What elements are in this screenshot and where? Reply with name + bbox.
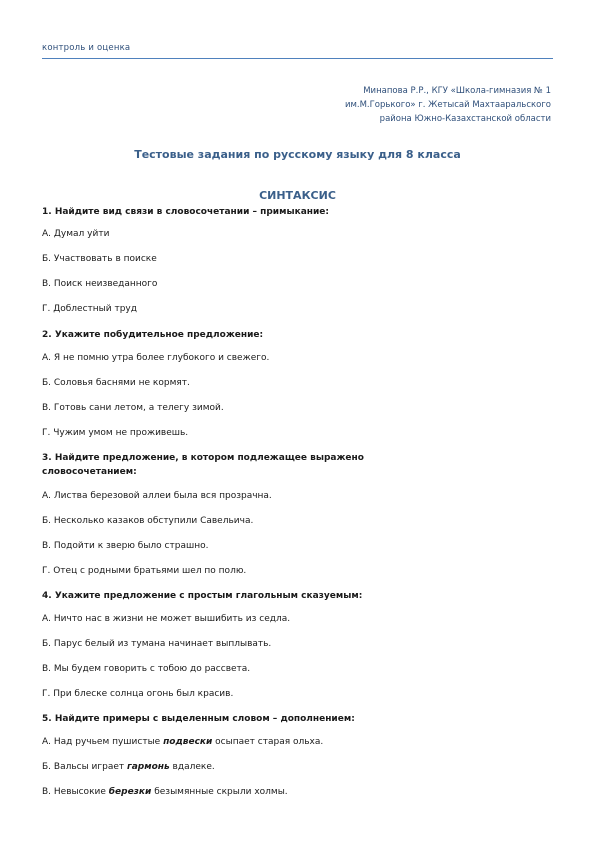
option: Б. Участвовать в поиске [42, 254, 157, 264]
option: Г. Отец с родными братьями шел по полю. [42, 566, 247, 576]
author-block [231, 84, 551, 126]
option-text: В. Невысокие [42, 787, 109, 797]
option-text: Б. Вальсы играет [42, 762, 128, 772]
author-line: им.М.Горького» г. Жетысай Махтааральского [344, 100, 551, 110]
question-1: 1. Найдите вид связи в словосочетании – примыкание: [42, 207, 330, 217]
option: В. Подойти к зверю было страшно. [42, 541, 209, 551]
question-5: 5. Найдите примеры с выделенным словом – дополнением: [42, 714, 355, 724]
option: Г. При блеске солнца огонь был красив. [42, 689, 234, 699]
option [42, 762, 215, 772]
question-4: 4. Укажите предложение с простым глагольным сказуемым: [42, 591, 363, 601]
option: В. Мы будем говорить с тобою до рассвета. [42, 664, 251, 674]
highlighted-word: гармонь [127, 762, 170, 772]
highlighted-word: подвески [163, 737, 213, 747]
author-line: района Южно-Казахстанской области [379, 114, 551, 124]
option-text: безымянные скрыли холмы. [151, 787, 288, 797]
option [42, 787, 288, 797]
option: Г. Доблестный труд [42, 304, 137, 314]
section-title: СИНТАКСИС [259, 189, 336, 202]
question-2: 2. Укажите побудительное предложение: [42, 330, 264, 340]
option: Б. Соловья баснями не кормят. [42, 378, 190, 388]
document-title: Тестовые задания по русскому языку для 8 класса [134, 148, 461, 161]
page-header: контроль и оценка [42, 43, 131, 53]
option: Б. Парус белый из тумана начинает выплывать. [42, 639, 272, 649]
option: Б. Несколько казаков обступили Савельича. [42, 516, 254, 526]
author-line: Минапова Р.Р., КГУ «Школа-гимназия № 1 [363, 86, 551, 96]
option: А. Я не помню утра более глубокого и свежего. [42, 353, 270, 363]
question-3: 3. Найдите предложение, в котором подлежащее выражено словосочетанием: [42, 453, 364, 477]
option: А. Думал уйти [42, 229, 110, 239]
option-text: А. Над ручьем пушистые [42, 737, 164, 747]
option: А. Листва березовой аллеи была вся прозрачна. [42, 491, 272, 501]
option: Г. Чужим умом не проживешь. [42, 428, 189, 438]
option-text: осыпает старая ольха. [212, 737, 324, 747]
highlighted-word: березки [108, 787, 152, 797]
option: В. Готовь сани летом, а телегу зимой. [42, 403, 224, 413]
option-text: вдалеке. [169, 762, 215, 772]
option: А. Ничто нас в жизни не может вышибить из седла. [42, 614, 291, 624]
option: В. Поиск неизведанного [42, 279, 158, 289]
header-divider [42, 58, 553, 59]
option [42, 737, 323, 747]
